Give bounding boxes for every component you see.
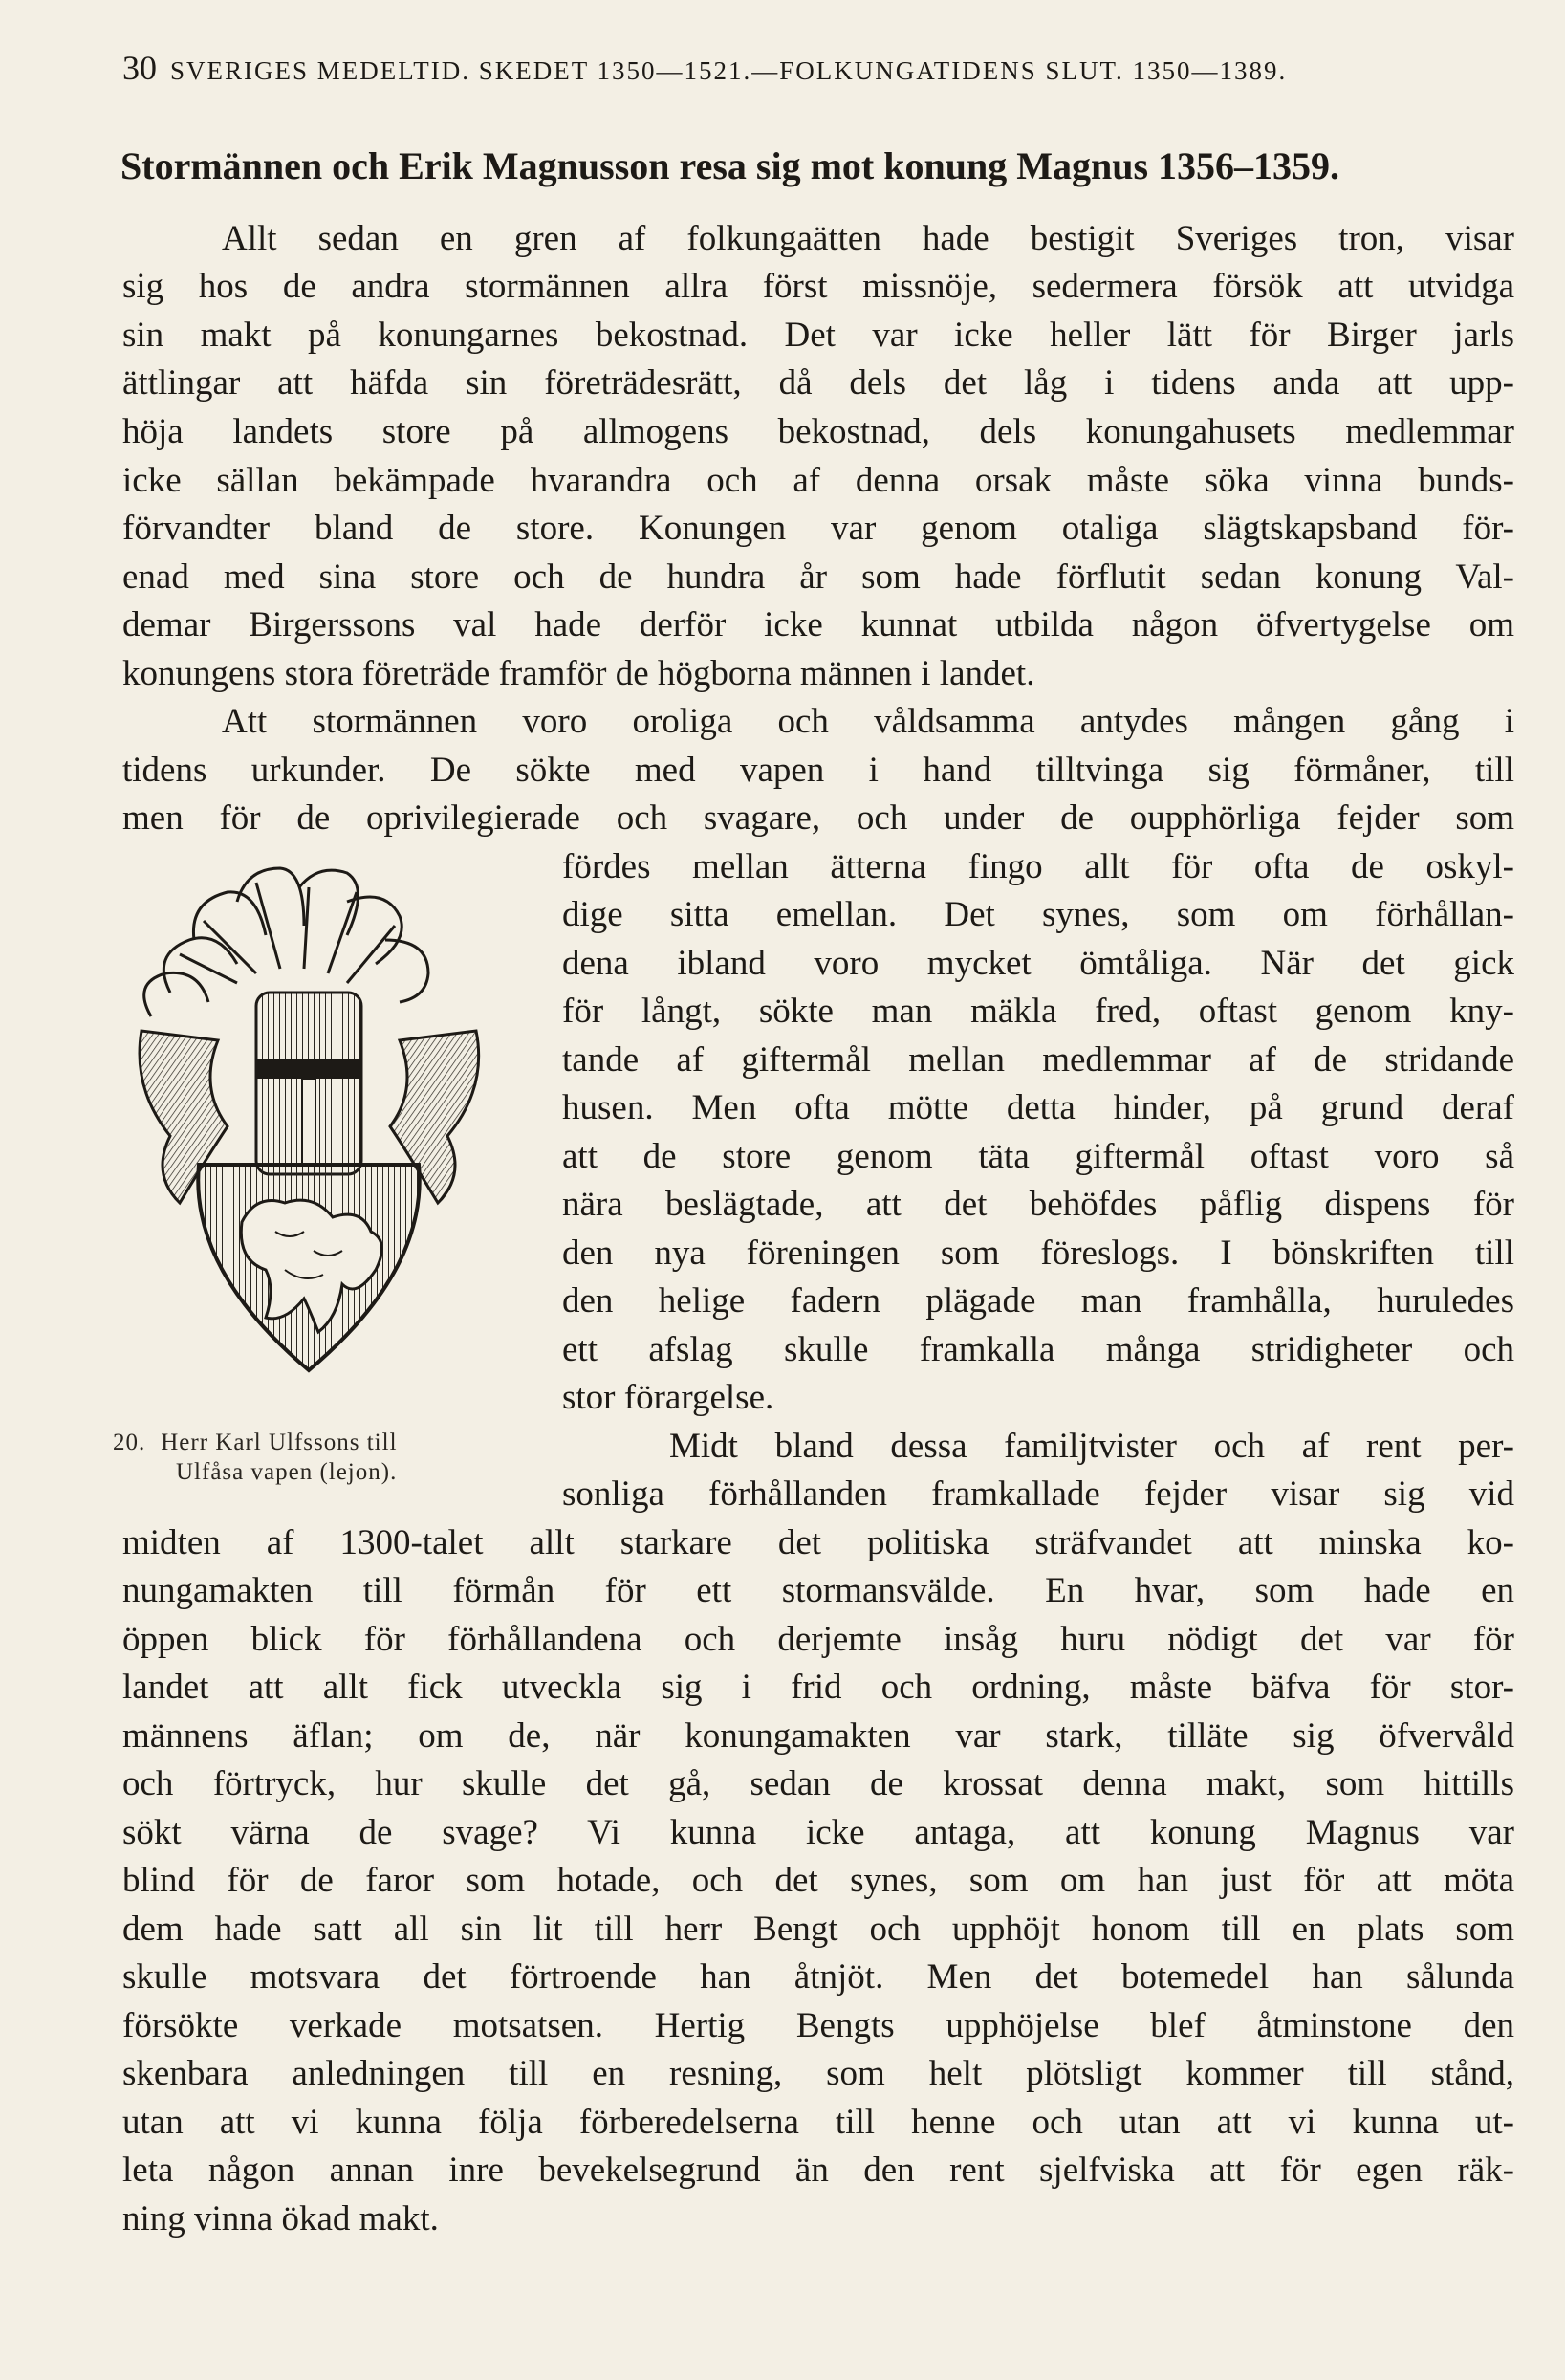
text-line: ning vinna ökad makt.	[122, 2199, 439, 2238]
text-line: den nya föreningen som föreslogs. I bönskriften till	[562, 1234, 1514, 1273]
text-line: demar Birgerssons val hade derför icke kunnat utbilda någon öfvertygelse om	[122, 605, 1514, 644]
helmet	[256, 993, 361, 1174]
text-line: den helige fadern plägade man framhålla, huruledes	[562, 1281, 1514, 1321]
text-line: stor förargelse.	[562, 1378, 774, 1417]
section-title: Stormännen och Erik Magnusson resa sig mot konung Magnus 1356–1359.	[120, 144, 1340, 187]
text-line: blind för de faror som hotade, och det synes, som om han just för att möta	[122, 1861, 1514, 1900]
text-line: för långt, sökte man mäkla fred, oftast genom kny-	[562, 992, 1514, 1031]
text-line: och förtryck, hur skulle det gå, sedan de krossat denna makt, som hittills	[122, 1764, 1514, 1803]
text-line: dem hade satt all sin lit till herr Bengt och upphöjt honom till en plats som	[122, 1910, 1514, 1949]
text-line: landet att allt fick utveckla sig i frid och ordning, måste bäfva för stor-	[122, 1668, 1514, 1707]
text-line: tidens urkunder. De sökte med vapen i hand tilltvinga sig förmåner, till	[122, 751, 1514, 790]
text-line: utan att vi kunna följa förberedelserna till henne och utan att vi kunna ut-	[122, 2103, 1514, 2142]
text-line: öppen blick för förhållandena och derjemte insåg huru nödigt det var för	[122, 1620, 1514, 1659]
text-line: Midt bland dessa familjtvister och af rent per-	[669, 1427, 1514, 1466]
text-line: leta någon annan inre bevekelsegrund än den rent sjelfviska att för egen räk-	[122, 2151, 1514, 2190]
text-line: sonliga förhållanden framkallade fejder visar sig vid	[562, 1474, 1514, 1514]
text-line: dena ibland voro mycket ömtåliga. När det gick	[562, 944, 1514, 983]
text-line: dige sitta emellan. Det synes, som om förhållan-	[562, 895, 1514, 934]
coat-of-arms-figure	[113, 849, 505, 1423]
text-line: fördes mellan ätterna fingo allt för ofta de oskyl-	[562, 847, 1514, 886]
running-title: SVERIGES MEDELTID. SKEDET 1350—1521.—FOLKUNGATIDENS SLUT. 1350—1389.	[170, 56, 1288, 85]
text-line: Att stormännen voro oroliga och våldsamma antydes mången gång i	[222, 702, 1514, 741]
text-line: förvandter bland de store. Konungen var genom otaliga slägtskapsband för-	[122, 509, 1514, 548]
text-line: icke sällan bekämpade hvarandra och af denna orsak måste söka vinna bunds-	[122, 461, 1514, 500]
text-line: enad med sina store och de hundra år som hade förflutit sedan konung Val-	[122, 557, 1514, 597]
coat-of-arms-illustration	[113, 849, 505, 1385]
text-line: nungamakten till förmån för ett stormansvälde. En hvar, som hade en	[122, 1571, 1514, 1610]
text-line: midten af 1300-talet allt starkare det politiska sträfvandet att minska ko-	[122, 1523, 1514, 1562]
text-line: höja landets store på allmogens bekostnad, dels konungahusets medlemmar	[122, 412, 1514, 451]
text-line: tande af giftermål mellan medlemmar af de stridande	[562, 1040, 1514, 1080]
figure-number: 20.	[113, 1430, 146, 1455]
figure-caption	[113, 1428, 524, 1487]
text-line: ättlingar att häfda sin företrädesrätt, då dels det låg i tidens anda att upp-	[122, 363, 1514, 403]
text-line: ett afslag skulle framkalla många stridigheter och	[562, 1330, 1514, 1369]
caption-line-1: Herr Karl Ulfssons till	[161, 1430, 398, 1455]
text-line: men för de oprivilegierade och svagare, och under de oupphörliga fejder som	[122, 798, 1514, 838]
text-line: försökte verkade motsatsen. Hertig Bengts upphöjelse blef åtminstone den	[122, 2006, 1514, 2045]
text-line: att de store genom täta giftermål oftast voro så	[562, 1137, 1514, 1176]
page-number: 30	[122, 49, 157, 87]
text-line: sökt värna de svage? Vi kunna icke antaga, att konung Magnus var	[122, 1813, 1514, 1852]
text-line: nära beslägtade, att det behöfdes påflig dispens för	[562, 1185, 1514, 1224]
text-line: husen. Men ofta mötte detta hinder, på grund deraf	[562, 1088, 1514, 1127]
caption-line-2: Ulfåsa vapen (lejon).	[176, 1459, 398, 1485]
running-header	[122, 48, 1518, 88]
text-line: skenbara anledningen till en resning, som helt plötsligt kommer till stånd,	[122, 2054, 1514, 2093]
text-line: konungens stora företräde framför de högborna männen i landet.	[122, 654, 1035, 693]
text-line: Allt sedan en gren af folkungaätten hade bestigit Sveriges tron, visar	[222, 219, 1514, 258]
text-line: sig hos de andra stormännen allra först missnöje, sedermera försök att utvidga	[122, 267, 1514, 306]
text-line: skulle motsvara det förtroende han åtnjöt. Men det botemedel han sålunda	[122, 1957, 1514, 1997]
text-line: sin makt på konungarnes bekostnad. Det var icke heller lätt för Birger jarls	[122, 316, 1514, 355]
text-line: männens äflan; om de, när konungamakten var stark, tilläte sig öfvervåld	[122, 1716, 1514, 1756]
